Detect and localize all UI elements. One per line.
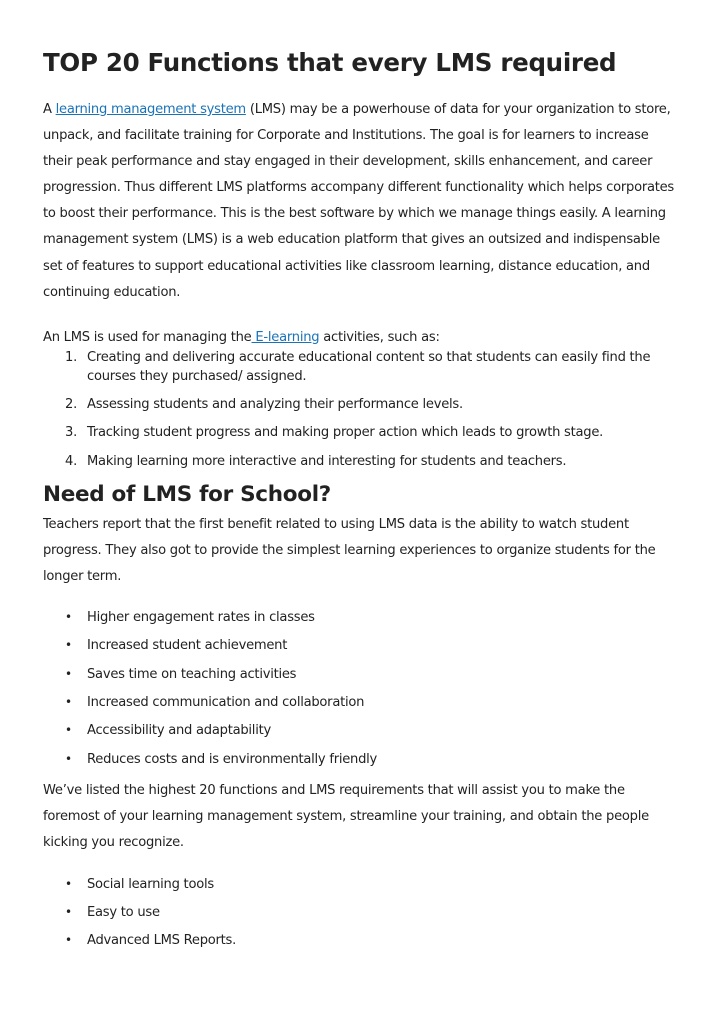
bullet-icon: • xyxy=(65,933,72,948)
learning-management-system-link[interactable]: learning management system xyxy=(55,102,246,117)
list-item xyxy=(65,348,679,387)
functions-list xyxy=(43,875,679,951)
bullet-icon: • xyxy=(65,751,72,766)
list-item-text: Accessibility and adaptability xyxy=(87,723,271,739)
list-item xyxy=(65,665,679,685)
list-item xyxy=(65,931,679,951)
list-item xyxy=(65,452,679,472)
e-learning-link[interactable]: E-learning xyxy=(251,329,320,345)
bullet-icon: • xyxy=(65,904,72,919)
list-item-text: Tracking student progress and making proper action which leads to growth stage. xyxy=(87,425,604,441)
usage-intro-suffix: activities, such as: xyxy=(319,329,440,345)
functions-intro-paragraph: We’ve listed the highest 20 functions and LMS requirements that will assist you to make the foremost of your learning management system, streamline your training, and obtain the people kicking you recognize. xyxy=(43,783,649,851)
benefits-list xyxy=(43,608,679,769)
intro-paragraph xyxy=(43,97,679,306)
list-item-text: Increased student achievement xyxy=(87,638,288,654)
usage-numbered-list xyxy=(43,348,679,471)
list-number: 1. xyxy=(65,349,77,365)
list-item-text: Assessing students and analyzing their performance levels. xyxy=(87,397,463,413)
list-item xyxy=(65,750,679,770)
list-item xyxy=(65,395,679,415)
bullet-icon: • xyxy=(65,638,72,653)
list-item xyxy=(65,903,679,923)
list-item-text: Social learning tools xyxy=(87,876,214,892)
list-item-text: Increased communication and collaboration xyxy=(87,695,365,711)
intro-suffix: (LMS) may be a powerhouse of data for your organization to store, unpack, and facilitate training for Corporate and Institutions. The goal is for learners to increase their peak performance and stay engaged in their development, skills enhancement, and career progression. Thus different LMS platforms accompany different functionality which helps corporates to boost their performance. This is the best software by which we manage things easily. A learning management system (LMS) is a web education platform that gives an outsized and indispensable set of features to support educational activities like classroom learning, distance education, and continuing education. xyxy=(43,102,674,300)
bullet-icon: • xyxy=(65,695,72,710)
need-section-heading: Need of LMS for School? xyxy=(43,481,331,507)
list-number: 3. xyxy=(65,425,77,441)
need-paragraph: Teachers report that the first benefit related to using LMS data is the ability to watch student progress. They also got to provide the simplest learning experiences to organize students for the longer term. xyxy=(43,516,656,584)
list-number: 4. xyxy=(65,453,77,469)
bullet-icon: • xyxy=(65,666,72,681)
list-item-text: Easy to use xyxy=(87,904,160,920)
list-item xyxy=(65,693,679,713)
list-item-text: Making learning more interactive and interesting for students and teachers. xyxy=(87,453,567,469)
list-item-text: Advanced LMS Reports. xyxy=(87,933,237,949)
list-item-text: Higher engagement rates in classes xyxy=(87,609,315,625)
usage-intro-paragraph xyxy=(43,328,679,348)
list-item xyxy=(65,721,679,741)
list-number: 2. xyxy=(65,397,77,413)
list-item-text: Reduces costs and is environmentally friendly xyxy=(87,751,378,767)
list-item-text: Creating and delivering accurate educational content so that students can easily find the courses they purchased/ assigned. xyxy=(87,349,651,385)
bullet-icon: • xyxy=(65,609,72,624)
list-item xyxy=(65,423,679,443)
list-item xyxy=(65,875,679,895)
list-item xyxy=(65,636,679,656)
page-title: TOP 20 Functions that every LMS required xyxy=(43,48,617,77)
bullet-icon: • xyxy=(65,723,72,738)
list-item-text: Saves time on teaching activities xyxy=(87,666,297,682)
list-item xyxy=(65,608,679,628)
usage-intro-prefix: An LMS is used for managing the xyxy=(43,329,252,345)
bullet-icon: • xyxy=(65,876,72,891)
intro-prefix: A xyxy=(43,102,56,117)
